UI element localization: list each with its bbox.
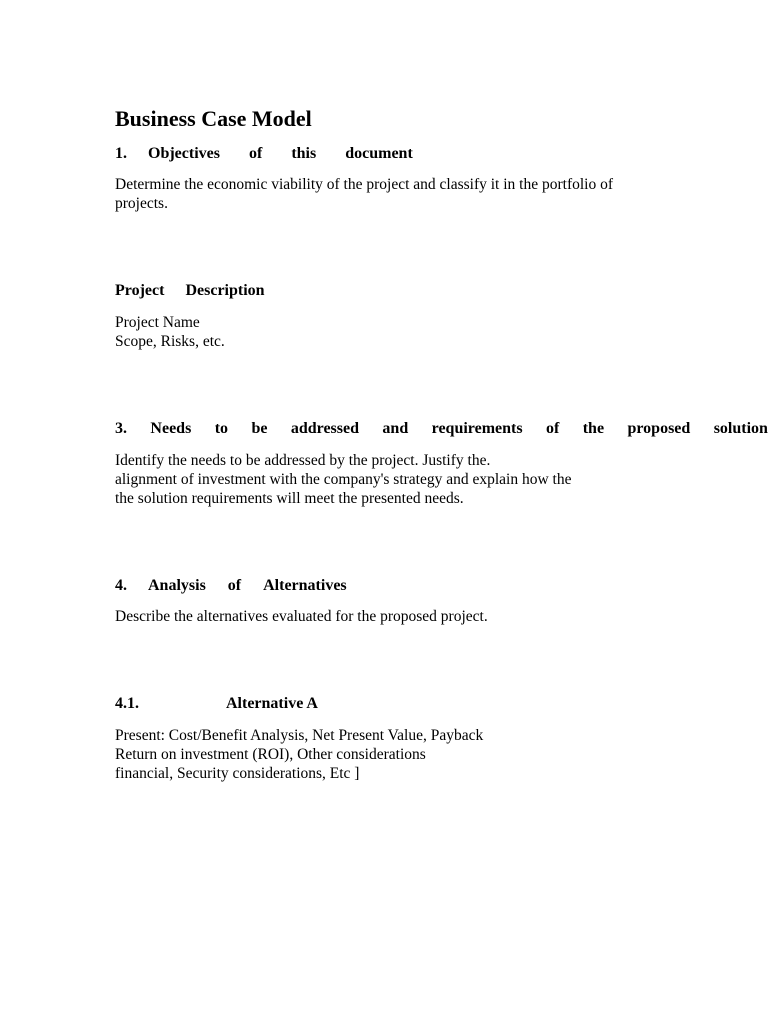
heading-word: Alternatives — [263, 577, 347, 594]
body-line: projects. — [115, 195, 168, 212]
section-number: 1. — [115, 145, 127, 162]
body-line: Return on investment (ROI), Other considerations — [115, 746, 426, 763]
body-line: Present: Cost/Benefit Analysis, Net Present Value, Payback — [115, 727, 484, 744]
section-heading-project-description — [115, 282, 265, 300]
heading-word: the — [582, 420, 605, 437]
section-body-objectives — [115, 175, 613, 213]
section-number: 3. — [115, 420, 127, 437]
body-line: the solution requirements will meet the presented needs. — [115, 490, 464, 507]
heading-word: of — [248, 145, 263, 162]
body-line: financial, Security considerations, Etc ] — [115, 765, 360, 782]
section-heading-alternatives — [115, 577, 347, 595]
heading-word: Project — [115, 282, 165, 299]
section-heading-objectives — [115, 145, 413, 163]
heading-word: solution — [713, 420, 768, 437]
heading-word: this — [291, 145, 317, 162]
heading-word: requirements — [431, 420, 523, 437]
heading-word: proposed — [627, 420, 691, 437]
body-line: Determine the economic viability of the project and classify it in the portfolio of — [115, 176, 614, 193]
body-line: Scope, Risks, etc. — [115, 333, 225, 350]
body-line: Describe the alternatives evaluated for the proposed project. — [115, 608, 488, 625]
heading-word: Objectives — [148, 145, 220, 162]
body-line: Identify the needs to be addressed by the project. Justify the. — [115, 452, 491, 469]
heading-word: Analysis — [148, 577, 206, 594]
heading-label: Alternative A — [226, 695, 318, 712]
section-number: 4. — [115, 577, 127, 594]
body-line: alignment of investment with the company's strategy and explain how the — [115, 471, 572, 488]
heading-word: and — [382, 420, 409, 437]
section-heading-needs — [115, 420, 768, 438]
section-body-alternative-a — [115, 726, 483, 783]
section-heading-alternative-a — [115, 695, 318, 713]
section-number: 4.1. — [115, 695, 139, 712]
heading-word: document — [345, 145, 413, 162]
heading-word: Needs — [150, 420, 192, 437]
document-title: Business Case Model — [115, 106, 312, 131]
section-body-alternatives — [115, 607, 488, 626]
heading-word: Description — [185, 282, 265, 299]
body-line: Project Name — [115, 314, 200, 331]
heading-word: of — [545, 420, 560, 437]
heading-word: of — [227, 577, 242, 594]
heading-word: be — [251, 420, 268, 437]
section-body-project-description — [115, 313, 225, 351]
section-body-needs — [115, 451, 572, 508]
heading-word: addressed — [290, 420, 360, 437]
heading-word: to — [214, 420, 229, 437]
